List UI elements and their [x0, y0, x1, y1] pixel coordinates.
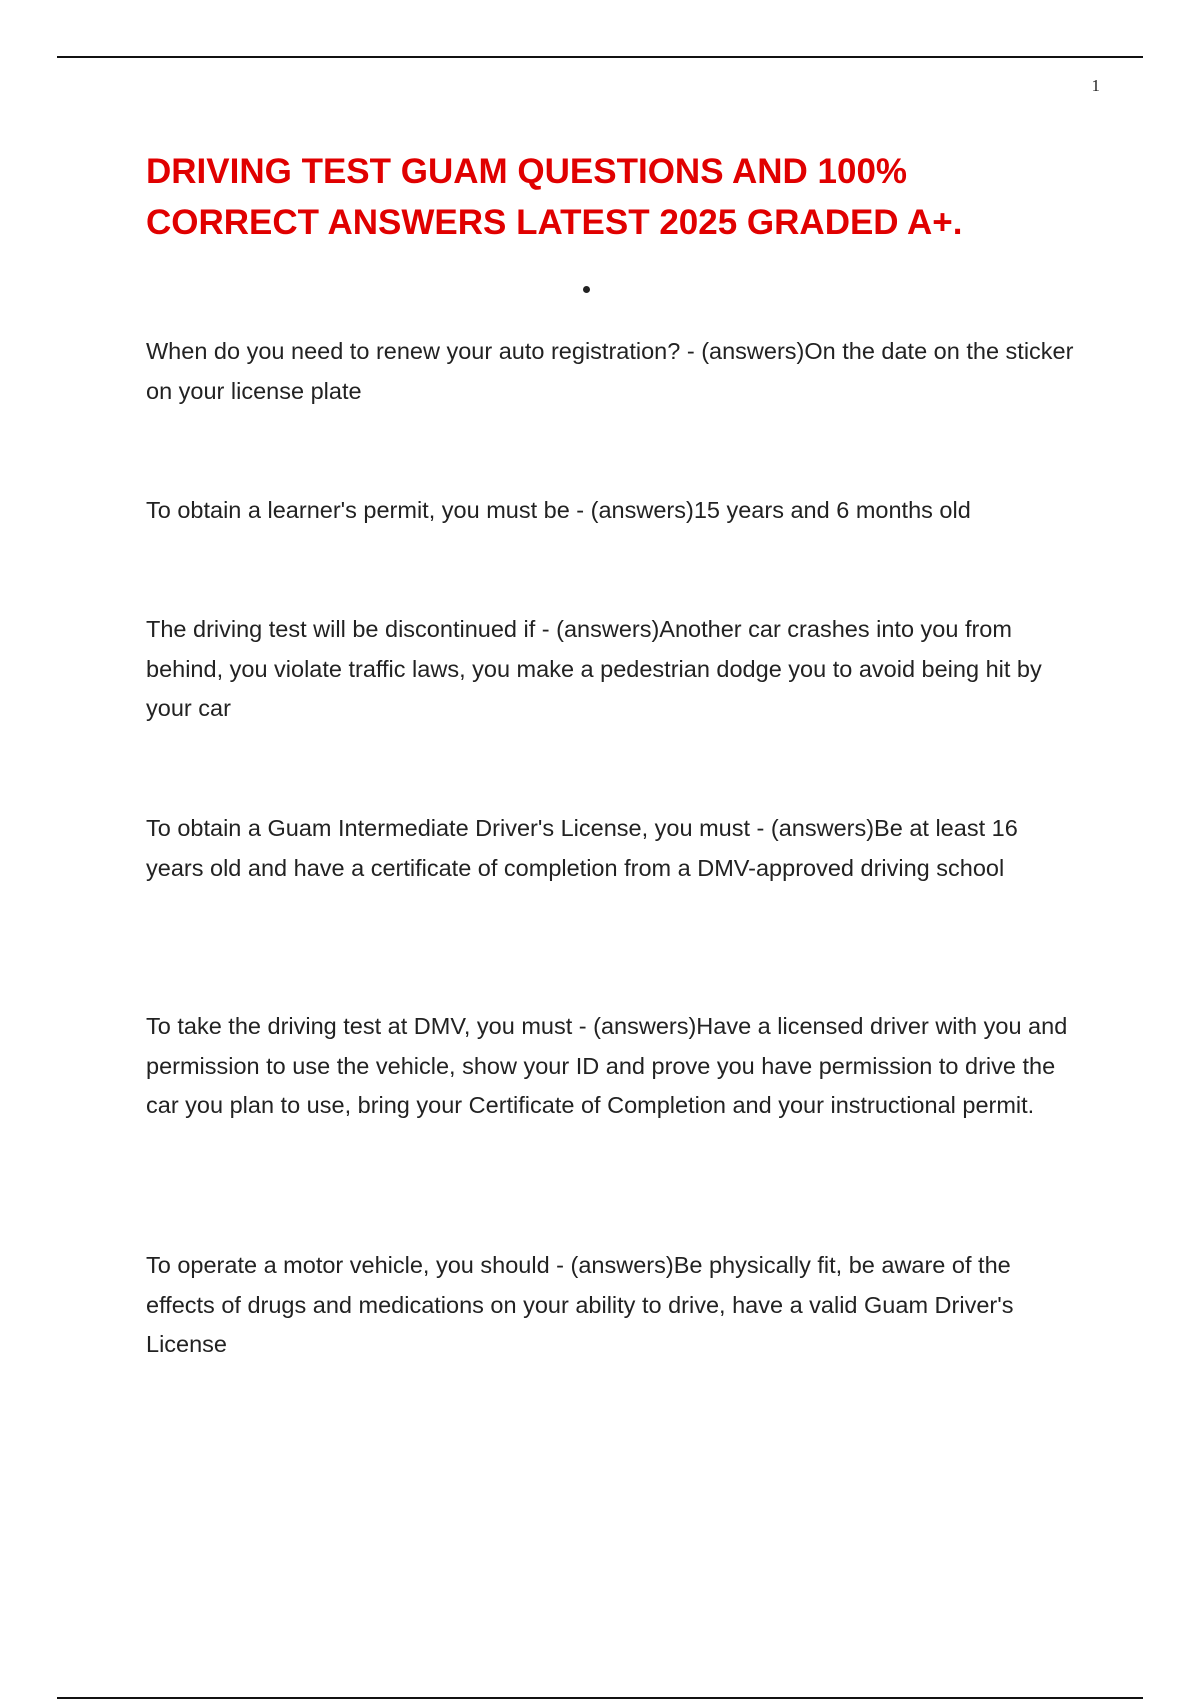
header-rule	[57, 56, 1143, 58]
qa-item: To obtain a Guam Intermediate Driver's License, you must - (answers)Be at least 16 years old and have a certificate of completion from a DMV-approved driving school	[146, 815, 1018, 881]
page-number: 1	[1091, 76, 1100, 95]
qa-item: When do you need to renew your auto registration? - (answers)On the date on the sticker on your license plate	[146, 338, 1074, 404]
qa-item: The driving test will be discontinued if - (answers)Another car crashes into you from behind, you violate traffic laws, you make a pedestrian dodge you to avoid being hit by your car	[146, 616, 1042, 721]
qa-item: To take the driving test at DMV, you must - (answers)Have a licensed driver with you and permission to use the vehicle, show your ID and prove you have permission to drive the car you plan to use, bring your Certificate of Completion and your instructional permit.	[146, 1013, 1068, 1118]
bullet-dot	[583, 286, 590, 293]
qa-item: To obtain a learner's permit, you must be - (answers)15 years and 6 months old	[146, 497, 971, 523]
qa-item: To operate a motor vehicle, you should - (answers)Be physically fit, be aware of the effects of drugs and medications on your ability to drive, have a valid Guam Driver's License	[146, 1252, 1014, 1357]
footer-rule	[57, 1697, 1143, 1699]
document-title: DRIVING TEST GUAM QUESTIONS AND 100% CORRECT ANSWERS LATEST 2025 GRADED A+.	[146, 152, 963, 242]
